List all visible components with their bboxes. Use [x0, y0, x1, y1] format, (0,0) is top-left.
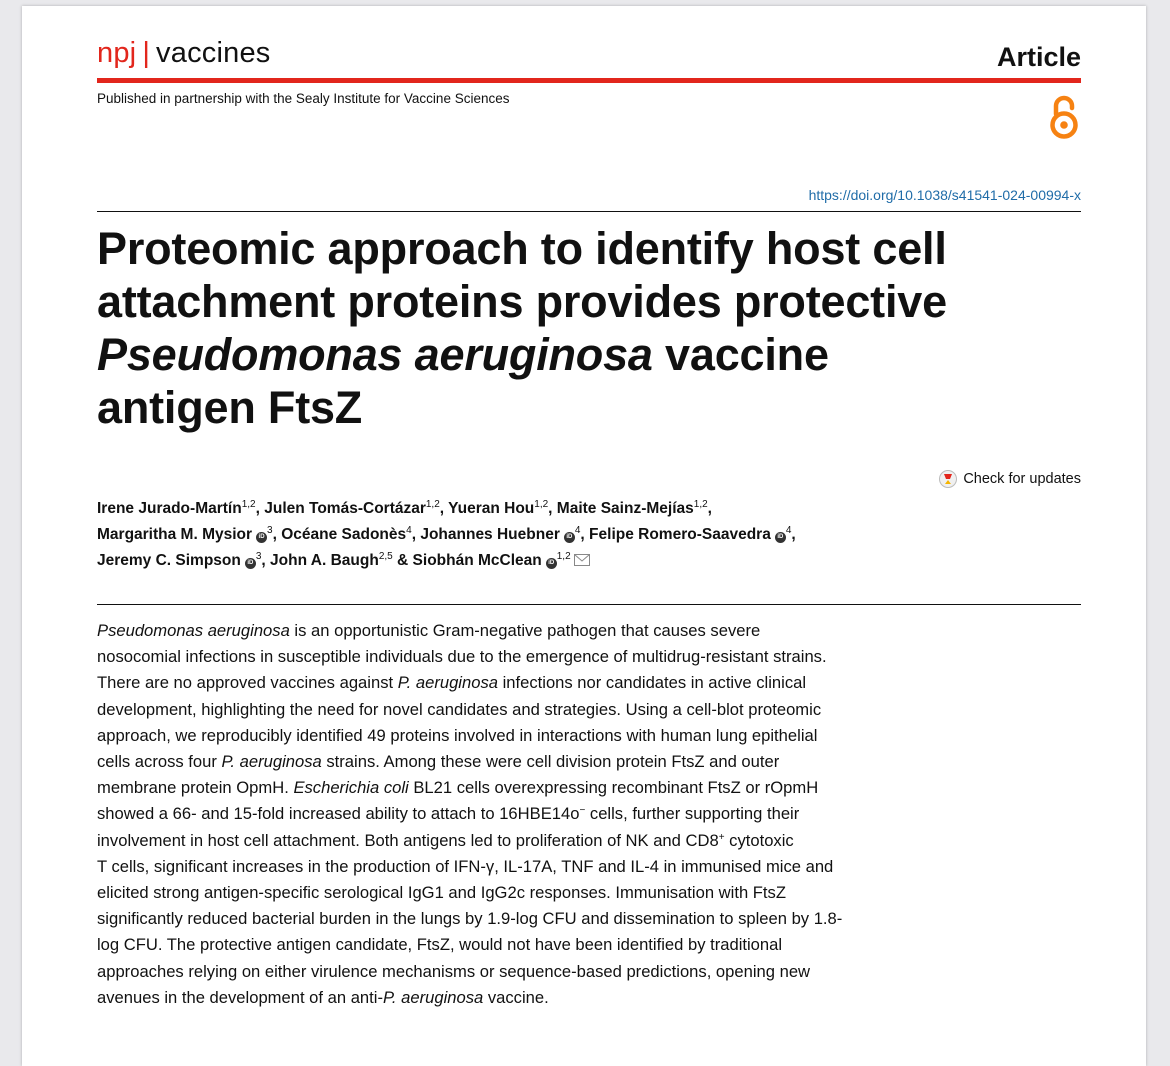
superscript: −	[579, 805, 586, 817]
author-line-2: Margaritha M. Mysior $iD^3$, Océane Sadonès$^4$, Johannes Huebner $iD^4$, Felipe Romero-Saavedra $iD^4$,	[97, 525, 796, 543]
author-name[interactable]: Yueran Hou	[448, 500, 535, 517]
journal-separator: |	[142, 37, 151, 69]
check-updates-label: Check for updates	[963, 471, 1081, 487]
abstract-segment: vaccine.	[483, 987, 549, 1007]
abstract-line	[97, 749, 957, 775]
title-species-italic: Pseudomonas aeruginosa	[97, 329, 653, 380]
author-name[interactable]: Johannes Huebner	[420, 526, 560, 543]
abstract-line: T cells, significant increases in the production of IFN-γ, IL-17A, TNF and IL-4 in immunised mice and	[97, 856, 834, 876]
abstract-segment: cytotoxic	[724, 830, 794, 850]
author-name[interactable]: Maite Sainz-Mejías	[556, 500, 694, 517]
abstract-line: approach, we reproducibly identified 49 proteins involved in interactions with human lung epithelial	[97, 725, 818, 745]
abstract-line	[97, 801, 957, 827]
check-for-updates-button[interactable]	[939, 470, 1081, 488]
title-top-rule	[97, 211, 1081, 212]
header-divider	[97, 78, 1081, 83]
title-line-2: attachment proteins provides protective	[97, 276, 947, 327]
author-affiliation: 2,5	[378, 551, 393, 562]
author-affiliation: 3	[255, 551, 262, 562]
species-italic: P. aeruginosa	[221, 752, 322, 772]
title-line-3	[97, 328, 1087, 381]
abstract-segment: membrane protein OpmH.	[97, 778, 294, 798]
author-name[interactable]: Siobhán McClean	[412, 552, 542, 569]
author-name[interactable]: John A. Baugh	[270, 552, 379, 569]
author-affiliation: 1,2	[556, 551, 571, 562]
species-italic: Pseudomonas aeruginosa	[97, 621, 290, 640]
article-type-label: Article	[996, 42, 1081, 72]
abstract-segment: There are no approved vaccines against	[97, 673, 398, 693]
author-affiliation: 3	[267, 525, 273, 536]
species-italic: Escherichia coli	[293, 778, 409, 798]
abstract-segment: BL21 cells overexpressing recombinant FtsZ or rOpmH	[408, 778, 819, 798]
orcid-icon[interactable]: iD	[546, 558, 557, 569]
author-affiliation: 1,2	[534, 499, 549, 510]
article-title	[97, 222, 1087, 434]
abstract-segment: cells across four	[97, 752, 222, 772]
journal-logo[interactable]	[97, 36, 270, 70]
check-updates-icon	[939, 470, 957, 488]
author-name[interactable]: Irene Jurado-Martín	[97, 500, 242, 517]
author-name[interactable]: Margaritha M. Mysior	[97, 526, 253, 543]
species-italic: P. aeruginosa	[397, 673, 498, 693]
superscript: +	[718, 831, 725, 843]
email-envelope-icon[interactable]	[574, 554, 590, 566]
abstract-segment: involvement in host cell attachment. Both antigens led to proliferation of NK and CD8	[97, 830, 719, 850]
author-line-1: Irene Jurado-Martín$^{1,2}$, Julen Tomás-Cortázar$^{1,2}$, Yueran Hou$^{1,2}$, Maite Sainz-Mejías$^{1,2}$,	[97, 499, 712, 517]
abstract-segment: is an opportunistic Gram-negative pathogen that causes severe	[289, 621, 761, 640]
orcid-icon[interactable]: iD	[775, 532, 786, 543]
journal-name: vaccines	[156, 37, 271, 69]
author-name[interactable]: Océane Sadonès	[281, 526, 407, 543]
abstract-segment: strains. Among these were cell division protein FtsZ and outer	[321, 752, 780, 772]
abstract-text	[97, 618, 957, 1011]
abstract-segment: avenues in the development of an anti-	[97, 987, 383, 1007]
abstract-line: significantly reduced bacterial burden in the lungs by 1.9-log CFU and dissemination to spleen by 1.8-	[97, 909, 843, 929]
abstract-line	[97, 828, 957, 854]
abstract-line	[97, 775, 957, 801]
abstract-line: development, highlighting the need for novel candidates and strategies. Using a cell-blot proteomic	[97, 699, 822, 719]
abstract-line: approaches relying on either virulence mechanisms or sequence-based predictions, opening new	[97, 961, 811, 981]
author-name[interactable]: Felipe Romero-Saavedra	[589, 526, 771, 543]
abstract-top-rule	[97, 604, 1081, 605]
author-name[interactable]: Julen Tomás-Cortázar	[264, 500, 426, 517]
orcid-icon[interactable]: iD	[256, 532, 267, 543]
orcid-icon[interactable]: iD	[245, 558, 256, 569]
author-name[interactable]: Jeremy C. Simpson	[97, 552, 241, 569]
abstract-line: elicited strong antigen-specific serological IgG1 and IgG2c responses. Immunisation with FtsZ	[97, 883, 786, 903]
title-line-4: antigen FtsZ	[97, 382, 363, 433]
doi-link[interactable]: https://doi.org/10.1038/s41541-024-00994-x	[808, 187, 1081, 203]
author-affiliation: 4	[785, 525, 792, 536]
abstract-line	[97, 670, 957, 696]
open-access-icon	[1047, 94, 1081, 140]
title-line-3-rest: vaccine	[652, 329, 829, 380]
article-page	[22, 6, 1146, 1066]
abstract-line: log CFU. The protective antigen candidate, FtsZ, would not have been identified by traditional	[97, 935, 783, 955]
author-line-3: Jeremy C. Simpson $iD^3$, John A. Baugh$^{2,5}$ & Siobhán McClean iD$^{1,2}$	[97, 548, 1097, 574]
journal-prefix: npj	[97, 37, 137, 69]
abstract-segment: infections nor candidates in active clinical	[497, 673, 807, 693]
partnership-statement: Published in partnership with the Sealy Institute for Vaccine Sciences	[97, 91, 510, 106]
orcid-icon[interactable]: iD	[564, 532, 575, 543]
abstract-line	[97, 985, 957, 1011]
author-affiliation: 1,2	[241, 499, 256, 510]
title-line-1: Proteomic approach to identify host cell	[97, 223, 947, 274]
author-affiliation: 4	[574, 525, 581, 536]
author-affiliation: 1,2	[693, 499, 708, 510]
author-affiliation: 4	[406, 525, 412, 536]
abstract-line	[97, 618, 957, 644]
abstract-segment: cells, further supporting their	[585, 804, 800, 824]
abstract-line: nosocomial infections in susceptible individuals due to the emergence of multidrug-resistant strains.	[97, 647, 827, 667]
author-list	[97, 496, 1097, 574]
author-affiliation: 1,2	[425, 499, 440, 510]
abstract-segment: showed a 66- and 15-fold increased ability to attach to 16HBE14o	[97, 804, 580, 824]
species-italic: P. aeruginosa	[382, 987, 484, 1007]
